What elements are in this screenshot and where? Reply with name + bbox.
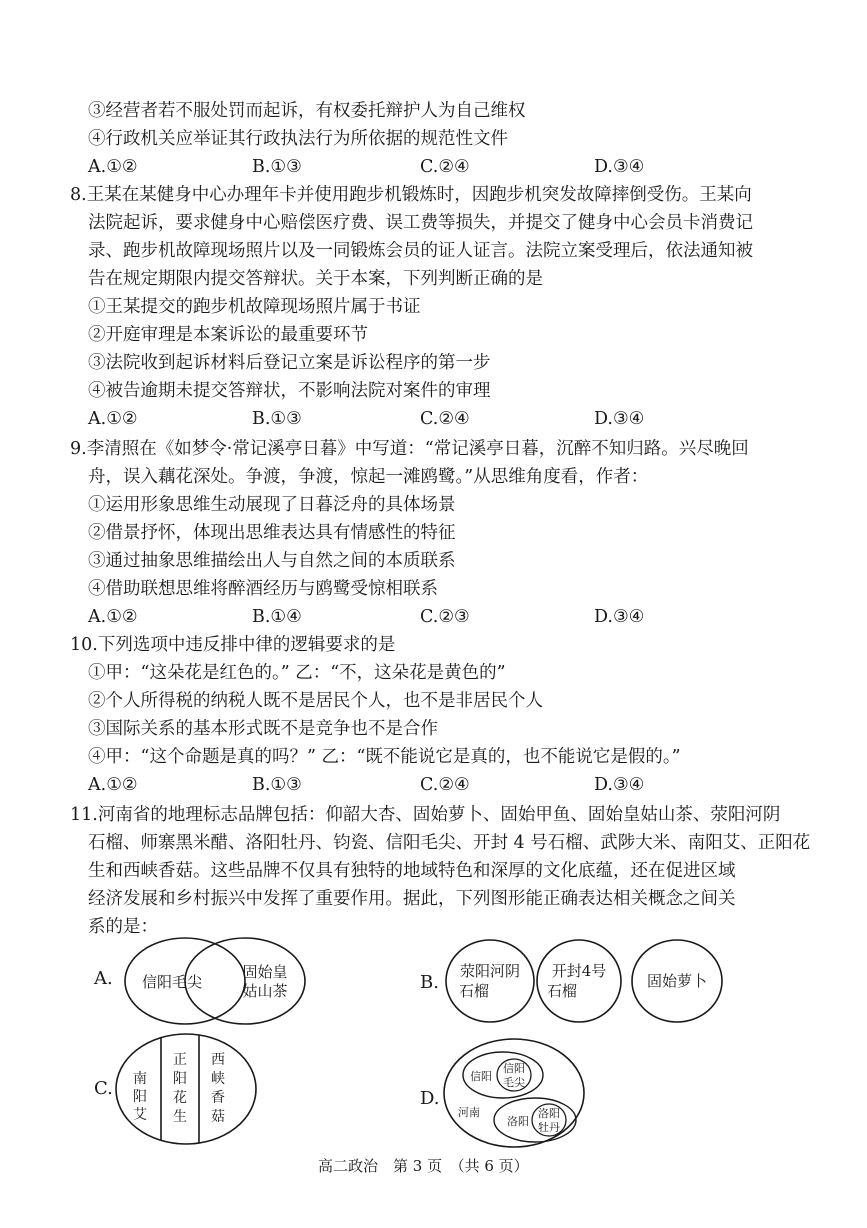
q7-option-b: B.①③ <box>252 157 302 177</box>
q11-stem-line-3: 生和西峡香菇。这些品牌不仅具有独特的地域特色和深厚的文化底蕴，还在促进区域 <box>88 861 736 881</box>
diagram-d-letter: D. <box>420 1088 440 1109</box>
q8-stem-line-1: 8.王某在某健身中心办理年卡并使用跑步机锻炼时，因跑步机突发故障摔倒受伤。王某向 <box>70 185 752 205</box>
q8-stem-line-2: 法院起诉，要求健身中心赔偿医疗费、误工费等损失，并提交了健身中心会员卡消费记 <box>88 213 753 233</box>
q11-stem-line-4: 经济发展和乡村振兴中发挥了重要作用。据此，下列图形能正确表达相关概念之间关 <box>88 889 736 909</box>
diagram-d-xinyang-label: 信阳 <box>470 1070 492 1083</box>
diagram-c-col3-char-4: 菇 <box>211 1109 225 1125</box>
q10-option-c: C.②④ <box>420 775 470 795</box>
diagram-d-luoyang-inner-label-1: 洛阳 <box>538 1107 560 1120</box>
diagram-c-col3-char-3: 香 <box>211 1090 225 1106</box>
q11-stem-line-1: 11.河南省的地理标志品牌包括：仰韶大杏、固始萝卜、固始甲鱼、固始皇姑山茶、荥阳河阴 <box>70 805 781 825</box>
q8-statement-4: ④被告逾期未提交答辩状，不影响法院对案件的审理 <box>88 381 491 401</box>
diagram-d-outer-ellipse <box>444 1039 584 1147</box>
q9-stem-line-2: 舟，误入藕花深处。争渡，争渡，惊起一滩鸥鹭。”从思维角度看，作者： <box>88 467 649 487</box>
q10-option-b: B.①③ <box>252 775 302 795</box>
q8-option-b: B.①③ <box>252 409 302 429</box>
diagram-c-col1-char-2: 阳 <box>133 1089 147 1105</box>
q10-statement-4: ④甲：“这个命题是真的吗？” 乙：“既不能说它是真的，也不能说它是假的。” <box>88 747 681 767</box>
q8-statement-3: ③法院收到起诉材料后登记立案是诉讼程序的第一步 <box>88 353 491 373</box>
q10-option-d: D.③④ <box>594 775 645 795</box>
diagram-a-left-label: 信阳毛尖 <box>141 973 203 991</box>
diagram-b-circle-2-label-1: 开封4号 <box>551 962 607 980</box>
q11-stem-line-5: 系的是： <box>88 917 158 937</box>
q9-statement-4: ④借助联想思维将醉酒经历与鸥鹭受惊相联系 <box>88 579 438 599</box>
diagram-a <box>110 930 310 1040</box>
q9-option-b: B.①④ <box>252 607 302 627</box>
q9-statement-2: ②借景抒怀，体现出思维表达具有情感性的特征 <box>88 523 456 543</box>
q8-stem-line-3: 录、跑步机故障现场照片以及一同锻炼会员的证人证言。法院立案受理后，依法通知被 <box>88 241 753 261</box>
q9-option-d: D.③④ <box>594 607 645 627</box>
q10-statement-3: ③国际关系的基本形式既不是竞争也不是合作 <box>88 719 438 739</box>
q11-stem-line-2: 石榴、师寨黑米醋、洛阳牡丹、钧瓷、信阳毛尖、开封 4 号石榴、武陟大米、南阳艾、正阳花 <box>88 833 811 853</box>
q10-stem: 10.下列选项中违反排中律的逻辑要求的是 <box>70 635 396 655</box>
diagram-b-circle-2-label-2: 石榴 <box>546 982 578 1000</box>
diagram-c-letter: C. <box>94 1078 113 1099</box>
q8-statement-1: ①王某提交的跑步机故障现场照片属于书证 <box>88 297 421 317</box>
diagram-c-col2-char-2: 阳 <box>173 1071 187 1087</box>
diagram-a-right-label-1: 固始皇 <box>242 963 288 981</box>
diagram-c-col1-char-1: 南 <box>133 1071 147 1087</box>
q9-option-a: A.①② <box>88 607 138 627</box>
diagram-b-circle-1-label-2: 石榴 <box>458 982 490 1000</box>
q8-statement-2: ②开庭审理是本案诉讼的最重要环节 <box>88 325 368 345</box>
diagram-d <box>440 1034 590 1154</box>
diagram-b-circle-2 <box>537 940 621 1022</box>
diagram-c-col3-char-2: 峡 <box>211 1071 225 1087</box>
q7-option-d: D.③④ <box>594 157 645 177</box>
diagram-b-circle-3-label: 固始萝卜 <box>646 972 708 990</box>
q9-stem-line-1: 9.李清照在《如梦令·常记溪亭日暮》中写道：“常记溪亭日暮，沉醉不知归路。兴尽晚回 <box>70 439 749 459</box>
diagram-a-right-label-2: 姑山茶 <box>242 982 288 1000</box>
q7-option-c: C.②④ <box>420 157 470 177</box>
diagram-c-col2-char-3: 花 <box>173 1090 187 1106</box>
diagram-d-xinyang-inner-label-1: 信阳 <box>503 1062 525 1075</box>
q10-statement-2: ②个人所得税的纳税人既不是居民个人，也不是非居民个人 <box>88 691 543 711</box>
diagram-c-col1-char-3: 艾 <box>133 1107 147 1123</box>
diagram-b-circle-1 <box>446 940 534 1022</box>
q7-statement-4: ④行政机关应举证其行政执法行为所依据的规范性文件 <box>88 129 508 149</box>
q10-statement-1: ①甲：“这朵花是红色的。” 乙：“不，这朵花是黄色的” <box>88 663 506 683</box>
q10-option-a: A.①② <box>88 775 138 795</box>
diagram-c <box>112 1030 262 1150</box>
q9-statement-1: ①运用形象思维生动展现了日暮泛舟的具体场景 <box>88 495 456 515</box>
diagram-b-circle-1-label-1: 荥阳河阴 <box>459 962 521 980</box>
diagram-d-xinyang-inner-label-2: 毛尖 <box>503 1076 525 1089</box>
diagram-d-luoyang-inner-label-2: 牡丹 <box>538 1121 560 1134</box>
q9-option-c: C.②③ <box>420 607 470 627</box>
page-footer: 高二政治 第 3 页 （共 6 页） <box>318 1157 529 1175</box>
q8-stem-line-4: 告在规定期限内提交答辩状。关于本案，下列判断正确的是 <box>88 269 543 289</box>
diagram-d-henan-label: 河南 <box>458 1106 480 1119</box>
diagram-c-col2-char-4: 生 <box>173 1109 187 1125</box>
diagram-b <box>444 938 734 1028</box>
q9-statement-3: ③通过抽象思维描绘出人与自然之间的本质联系 <box>88 551 456 571</box>
diagram-c-col3-char-1: 西 <box>211 1052 225 1068</box>
diagram-a-letter: A. <box>94 968 113 989</box>
diagram-c-col2-char-1: 正 <box>173 1052 187 1068</box>
q8-option-a: A.①② <box>88 409 138 429</box>
q8-option-d: D.③④ <box>594 409 645 429</box>
q8-option-c: C.②④ <box>420 409 470 429</box>
diagram-d-luoyang-label: 洛阳 <box>507 1115 529 1128</box>
q7-option-a: A.①② <box>88 157 138 177</box>
diagram-b-letter: B. <box>420 972 439 993</box>
q7-statement-3: ③经营者若不服处罚而起诉，有权委托辩护人为自己维权 <box>88 101 526 121</box>
